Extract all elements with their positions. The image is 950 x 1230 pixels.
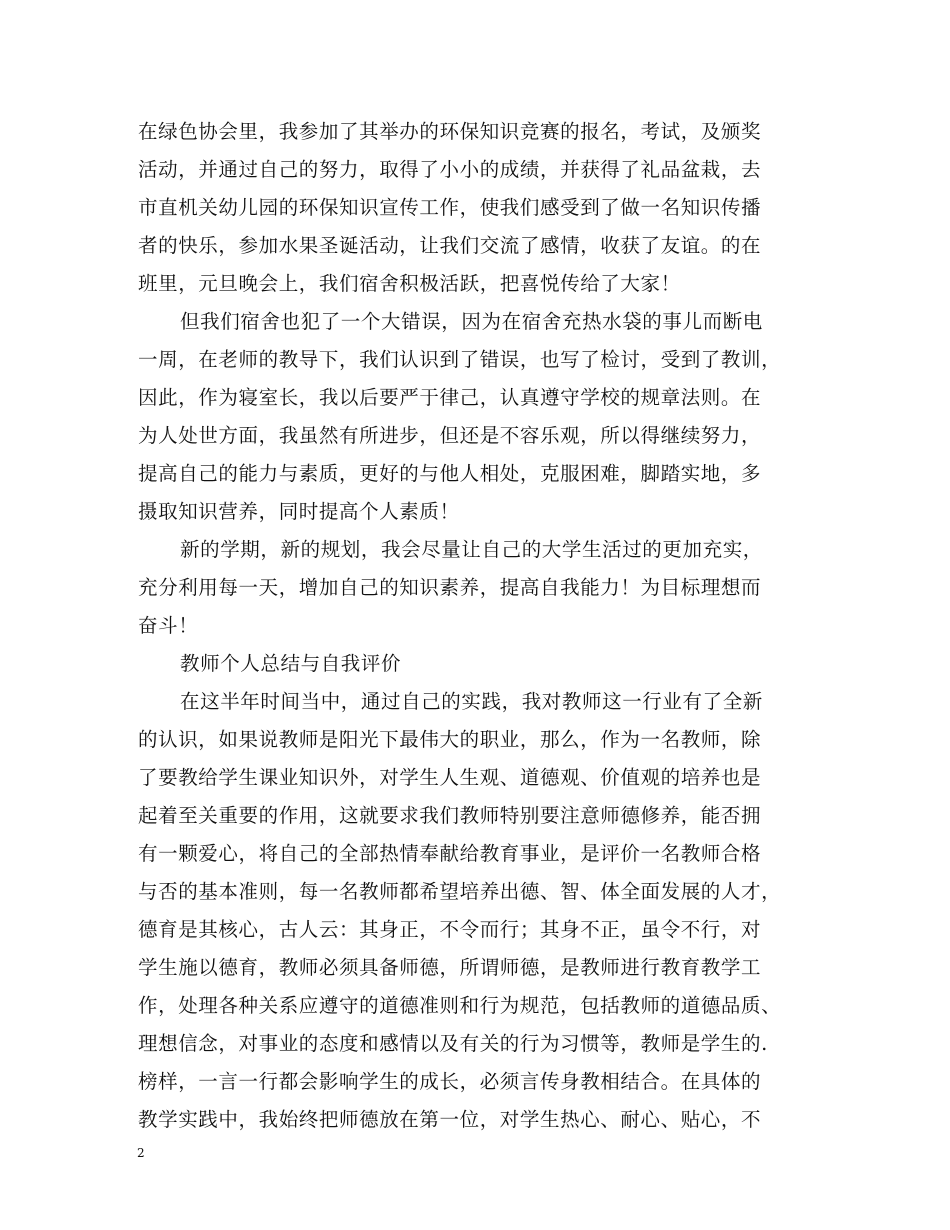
paragraph-first-line: 在这半年时间当中，通过自己的实践，我对教师这一行业有了全新 [180, 690, 763, 713]
text-line: 理想信念，对事业的态度和感情以及有关的行为习惯等，教师是学生的. [138, 1032, 768, 1055]
text-line: 奋斗！ [138, 614, 199, 637]
text-line: 起着至关重要的作用，这就要求我们教师特别要注意师德修养，能否拥 [138, 804, 762, 827]
text-line: 有一颗爱心，将自己的全部热情奉献给教育事业，是评价一名教师合格 [138, 842, 762, 865]
text-line: 在绿色协会里，我参加了其举办的环保知识竞赛的报名，考试，及颁奖 [138, 120, 762, 143]
text-line: 的认识，如果说教师是阳光下最伟大的职业，那么，作为一名教师，除 [138, 728, 762, 751]
text-line: 提高自己的能力与素质，更好的与他人相处，克服困难，脚踏实地，多 [138, 462, 762, 485]
paragraph-first-line: 新的学期，新的规划，我会尽量让自己的大学生活过的更加充实， [180, 538, 763, 561]
text-line: 作，处理各种关系应遵守的道德准则和行为规范，包括教师的道德品质、 [138, 994, 782, 1017]
text-line: 与否的基本准则，每一名教师都希望培养出德、智、体全面发展的人才， [138, 880, 782, 903]
text-line: 充分利用每一天，增加自己的知识素养，提高自我能力！为目标理想而 [138, 576, 762, 599]
text-line: 学生施以德育，教师必须具备师德，所谓师德，是教师进行教育教学工 [138, 956, 762, 979]
text-line: 为人处世方面，我虽然有所进步，但还是不容乐观，所以得继续努力， [138, 424, 762, 447]
section-heading: 教师个人总结与自我评价 [180, 652, 402, 675]
text-line: 了要教给学生课业知识外，对学生人生观、道德观、价值观的培养也是 [138, 766, 762, 789]
page-number: 2 [137, 1146, 145, 1160]
paragraph-first-line: 但我们宿舍也犯了一个大错误，因为在宿舍充热水袋的事儿而断电 [180, 310, 763, 333]
text-line: 一周，在老师的教导下，我们认识到了错误，也写了检讨，受到了教训， [138, 348, 782, 371]
text-line: 德育是其核心，古人云：其身正，不令而行；其身不正，虽令不行，对 [138, 918, 762, 941]
text-line: 市直机关幼儿园的环保知识宣传工作，使我们感受到了做一名知识传播 [138, 196, 762, 219]
text-line: 者的快乐，参加水果圣诞活动，让我们交流了感情，收获了友谊。的在 [138, 234, 762, 257]
document-body [138, 113, 818, 1139]
text-line: 教学实践中，我始终把师德放在第一位，对学生热心、耐心、贴心，不 [138, 1108, 762, 1131]
text-line: 因此，作为寝室长，我以后要严于律己，认真遵守学校的规章法则。在 [138, 386, 762, 409]
text-line: 班里，元旦晚会上，我们宿舍积极活跃，把喜悦传给了大家！ [138, 272, 681, 295]
text-line: 摄取知识营养，同时提高个人素质！ [138, 500, 460, 523]
text-line: 活动，并通过自己的努力，取得了小小的成绩，并获得了礼品盆栽，去 [138, 158, 762, 181]
text-line: 榜样，一言一行都会影响学生的成长，必须言传身教相结合。在具体的 [138, 1070, 762, 1093]
